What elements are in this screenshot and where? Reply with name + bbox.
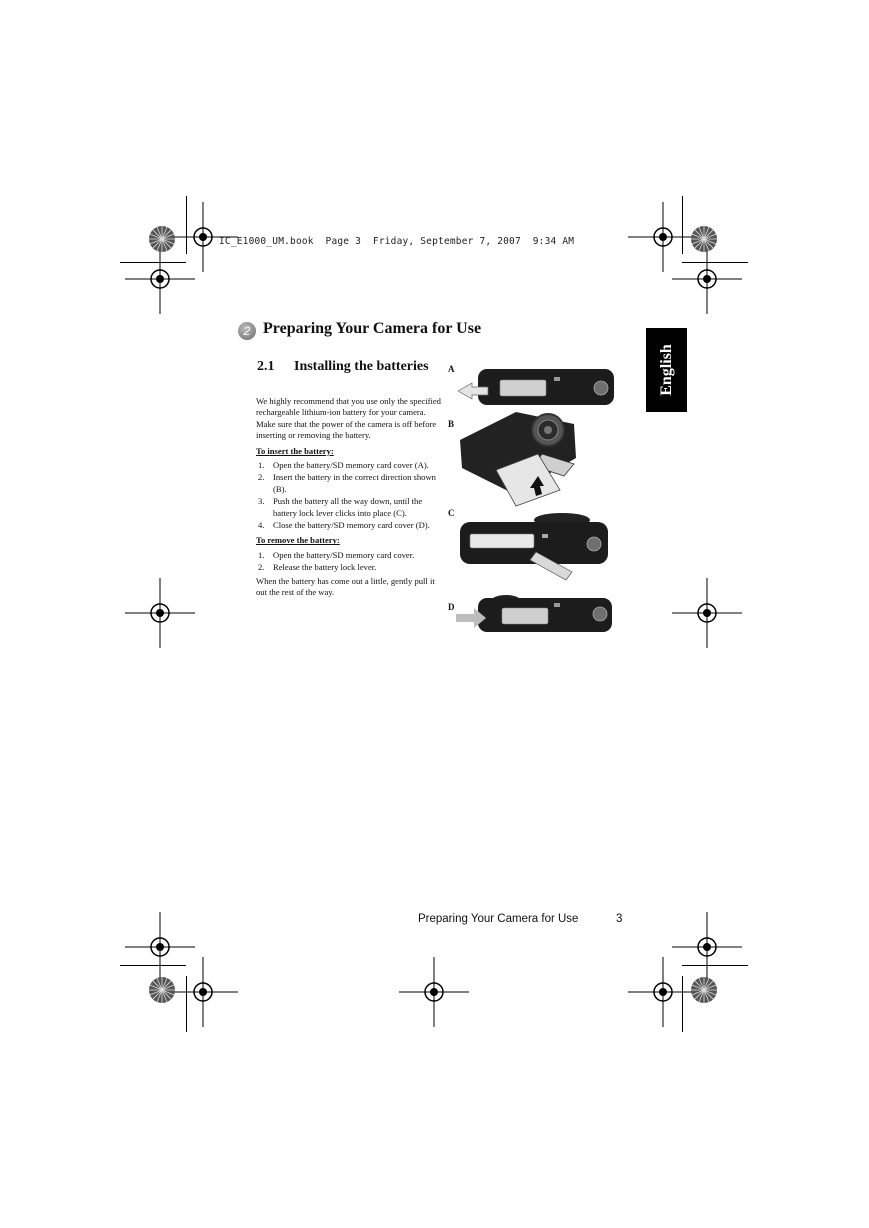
language-tab-label: English: [657, 344, 675, 396]
footer-title: Preparing Your Camera for Use: [418, 913, 579, 925]
figure-label-d: D: [448, 602, 455, 612]
book-info-line: IC_E1000_UM.book Page 3 Friday, September 7, 2007 9:34 AM: [219, 236, 575, 247]
remove-heading: To remove the battery:: [256, 535, 340, 546]
remove-note: When the battery has come out a little, gently pull it out the rest of the way.: [256, 575, 435, 598]
insert-steps: [256, 460, 446, 531]
star-target-icon: [690, 225, 718, 253]
registration-mark-icon: [672, 244, 742, 314]
language-tab: [646, 328, 687, 412]
chapter-number-badge: 2: [238, 322, 256, 340]
star-target-icon: [148, 225, 176, 253]
body-text: [256, 396, 446, 599]
battery-locked-illustration: [458, 512, 610, 582]
registration-mark-icon: [125, 578, 195, 648]
list-item: 3. Push the battery all the way down, until the battery lock lever clicks into place (C).: [258, 496, 423, 518]
list-item: 2. Insert the battery in the correct direction shown (B).: [258, 472, 436, 494]
insert-heading: To insert the battery:: [256, 445, 334, 456]
registration-mark-icon: [168, 957, 238, 1027]
section-title: Installing the batteries: [294, 359, 429, 374]
figure-label-c: C: [448, 508, 455, 518]
list-item: 2. Release the battery lock lever.: [258, 562, 377, 573]
section-number: 2.1: [257, 359, 275, 374]
figure-label-b: B: [448, 419, 455, 429]
list-item: 1. Open the battery/SD memory card cover.: [258, 549, 415, 560]
remove-steps: [256, 550, 446, 574]
star-target-icon: [148, 976, 176, 1004]
registration-mark-icon: [628, 957, 698, 1027]
intro-paragraph: We highly recommend that you use only the specified rechargeable lithium-ion battery for your camera. Make sure that the power of the camera is off before inserting or removing the battery.: [256, 396, 441, 441]
star-target-icon: [690, 976, 718, 1004]
registration-mark-icon: [125, 244, 195, 314]
list-item: 1. Open the battery/SD memory card cover (A).: [258, 460, 429, 471]
chapter-title: Preparing Your Camera for Use: [263, 320, 482, 337]
battery-insert-illustration: [456, 410, 582, 508]
list-item: 4. Close the battery/SD memory card cover (D).: [258, 520, 430, 531]
page-number: 3: [616, 913, 623, 925]
figure-label-a: A: [448, 364, 455, 374]
camera-cover-open-illustration: [458, 365, 616, 410]
registration-mark-icon: [399, 957, 469, 1027]
registration-mark-icon: [672, 578, 742, 648]
cover-closed-illustration: [454, 592, 614, 636]
